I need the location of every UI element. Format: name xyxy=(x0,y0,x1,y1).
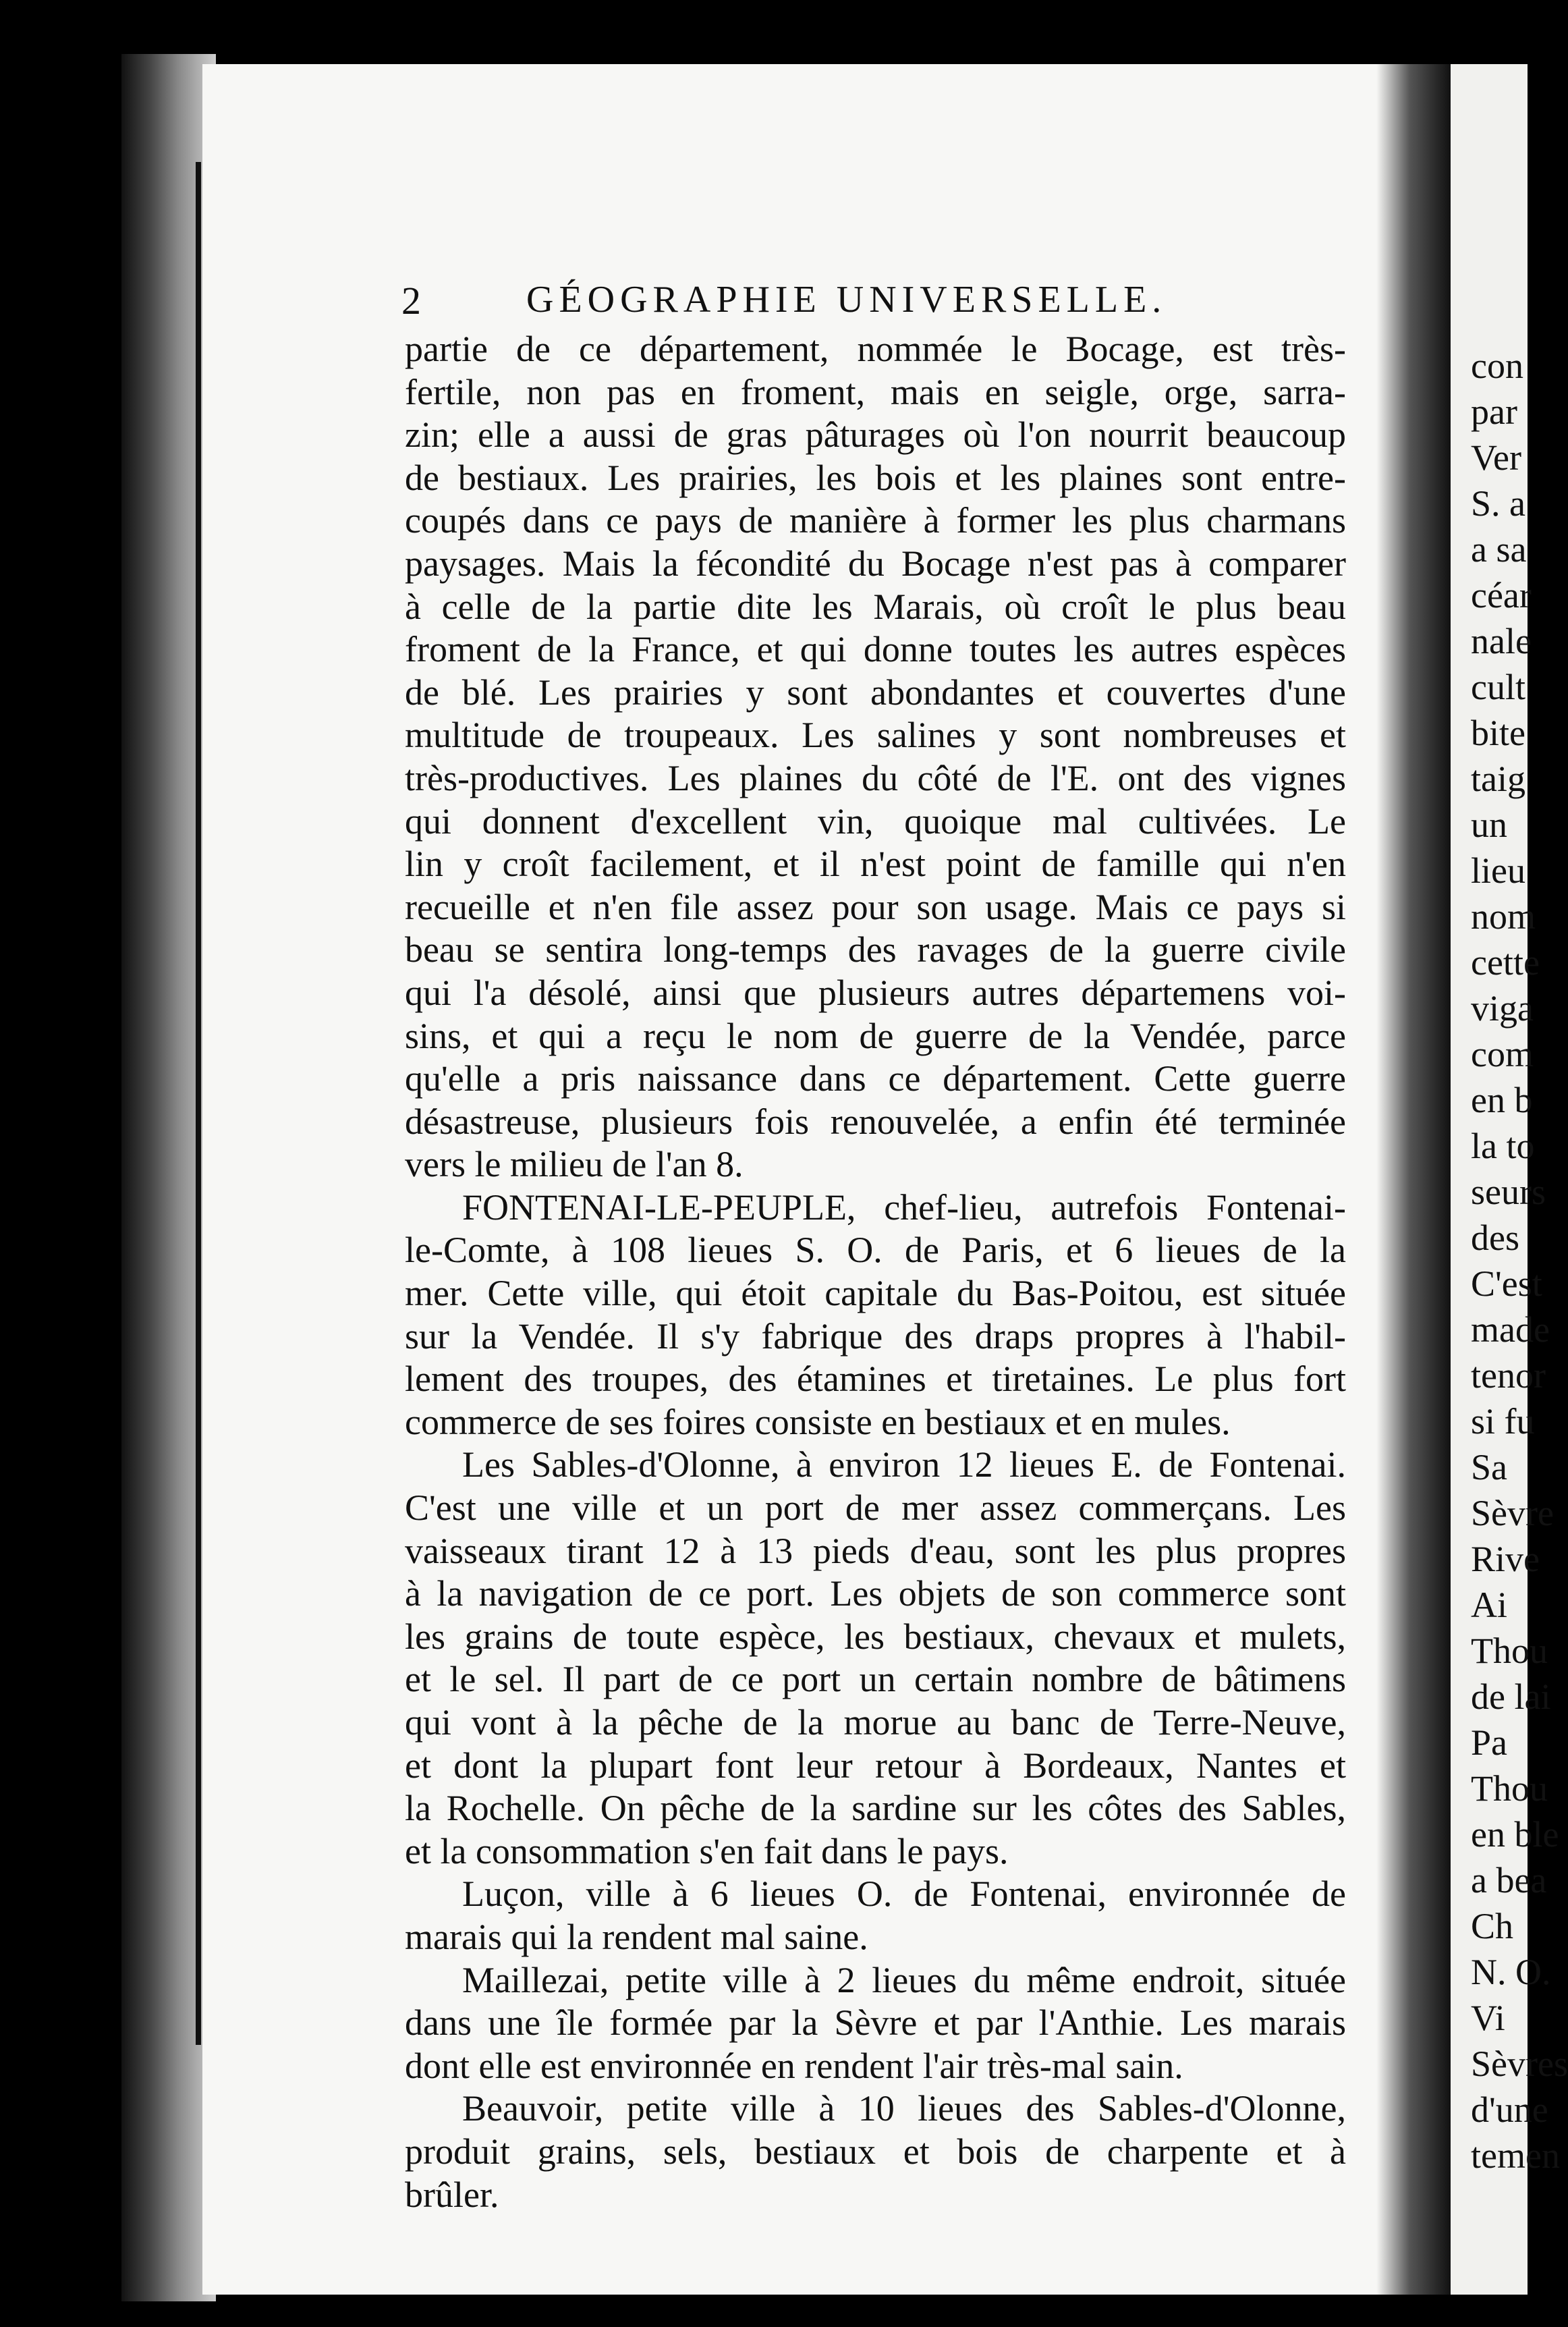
adjacent-page-fragment: Sèvres xyxy=(1471,2044,1568,2084)
text-line: produit grains, sels, bestiaux et bois de charpente et à xyxy=(405,2131,1346,2172)
text-line: multitude de troupeaux. Les salines y sont nombreuses et xyxy=(405,715,1346,756)
adjacent-page-fragment: Rive xyxy=(1471,1539,1540,1579)
text-line: partie de ce département, nommée le Bocage, est très- xyxy=(405,329,1346,369)
text-line: à celle de la partie dite les Marais, où croît le plus beau xyxy=(405,586,1346,627)
adjacent-page-fragment: la to xyxy=(1471,1126,1535,1166)
adjacent-page-fragment: Vi xyxy=(1471,1998,1505,2038)
binding-shadow xyxy=(121,54,216,2301)
text-line: C'est une ville et un port de mer assez commerçans. Les xyxy=(405,1487,1346,1529)
page-fold-shadow xyxy=(1376,64,1451,2295)
adjacent-page-fragment: bite xyxy=(1471,713,1525,753)
adjacent-page-fragment: céar xyxy=(1471,575,1532,615)
text-line: zin; elle a aussi de gras pâturages où l'on nourrit beaucoup xyxy=(405,414,1346,456)
binding-edge xyxy=(196,162,201,2045)
text-line: sins, et qui a reçu le nom de guerre de la Vendée, parce xyxy=(405,1015,1346,1056)
text-line: qu'elle a pris naissance dans ce département. Cette guerre xyxy=(405,1058,1346,1099)
adjacent-page-fragment: taig xyxy=(1471,759,1525,799)
text-line: vers le milieu de l'an 8. xyxy=(405,1144,744,1185)
text-line: à la navigation de ce port. Les objets de son commerce sont xyxy=(405,1573,1346,1614)
text-line: Les Sables-d'Olonne, à environ 12 lieues E. de Fontenai. xyxy=(462,1444,1346,1485)
text-line: froment de la France, et qui donne toutes les autres espèces xyxy=(405,629,1346,670)
adjacent-page-fragment: Ver xyxy=(1471,437,1521,478)
adjacent-page-fragment: made xyxy=(1471,1309,1550,1350)
text-line: et le sel. Il part de ce port un certain nombre de bâtimens xyxy=(405,1659,1346,1700)
adjacent-page-fragment: d'une xyxy=(1471,2089,1548,2130)
text-line: lin y croît facilement, et il n'est point de famille qui n'en xyxy=(405,844,1346,885)
text-line: dans une île formée par la Sèvre et par l'Anthie. Les marais xyxy=(405,2002,1346,2044)
adjacent-page-fragment: Sa xyxy=(1471,1447,1507,1487)
text-line: qui donnent d'excellent vin, quoique mal cultivées. Le xyxy=(405,800,1346,842)
text-line: Beauvoir, petite ville à 10 lieues des Sables-d'Olonne, xyxy=(462,2088,1346,2129)
adjacent-page-fragment: viga xyxy=(1471,988,1534,1029)
text-line: vaisseaux tirant 12 à 13 pieds d'eau, sont les plus propres xyxy=(405,1530,1346,1571)
text-line: dont elle est environnée en rendent l'air très-mal sain. xyxy=(405,2045,1183,2086)
adjacent-page-fragment: com xyxy=(1471,1034,1534,1074)
adjacent-page-fragment: seurs xyxy=(1471,1172,1546,1212)
adjacent-page-fragment: Ch xyxy=(1471,1906,1514,1946)
adjacent-page-fragment: tenor xyxy=(1471,1355,1546,1396)
adjacent-page-fragment: si fu xyxy=(1471,1401,1535,1442)
adjacent-page-fragment: Sèvre xyxy=(1471,1493,1554,1533)
text-line: et dont la plupart font leur retour à Bordeaux, Nantes et xyxy=(405,1745,1346,1786)
text-line: commerce de ses foires consiste en bestiaux et en mules. xyxy=(405,1401,1231,1442)
text-line: mer. Cette ville, qui étoit capitale du Bas-Poitou, est située xyxy=(405,1273,1346,1314)
adjacent-page-fragment: C'est xyxy=(1471,1263,1542,1304)
adjacent-page-fragment: de lai xyxy=(1471,1676,1551,1717)
text-line: désastreuse, plusieurs fois renouvelée, a enfin été terminée xyxy=(405,1101,1346,1142)
text-line: marais qui la rendent mal saine. xyxy=(405,1916,868,1957)
text-line: qui vont à la pêche de la morue au banc de Terre-Neuve, xyxy=(405,1702,1346,1743)
adjacent-page-fragment: en b xyxy=(1471,1080,1533,1120)
adjacent-page-fragment: un xyxy=(1471,804,1507,845)
text-line: sur la Vendée. Il s'y fabrique des draps propres à l'habil- xyxy=(405,1315,1346,1357)
adjacent-page-fragment: cult xyxy=(1471,667,1525,707)
text-line: FONTENAI-LE-PEUPLE, chef-lieu, autrefois Fontenai- xyxy=(462,1186,1346,1228)
adjacent-page-fragment: nom xyxy=(1471,896,1536,937)
text-line: Maillezai, petite ville à 2 lieues du même endroit, située xyxy=(462,1959,1346,2000)
adjacent-page-fragment: Pa xyxy=(1471,1722,1507,1763)
text-line: coupés dans ce pays de manière à former les plus charmans xyxy=(405,500,1346,541)
text-line: la Rochelle. On pêche de la sardine sur les côtes des Sables, xyxy=(405,1788,1346,1829)
running-title: GÉOGRAPHIE UNIVERSELLE. xyxy=(526,279,1167,321)
text-line: et la consommation s'en fait dans le pays. xyxy=(405,1830,1009,1871)
text-line: de bestiaux. Les prairies, les bois et les plaines sont entre- xyxy=(405,457,1346,498)
adjacent-page-fragment: a sa xyxy=(1471,529,1527,570)
adjacent-page-fragment: en ble xyxy=(1471,1814,1559,1855)
adjacent-page-fragment: Thou xyxy=(1471,1631,1548,1671)
adjacent-page-fragment: nale xyxy=(1471,621,1532,661)
adjacent-page-fragment: con xyxy=(1471,346,1523,386)
body-text xyxy=(405,328,1346,2216)
adjacent-page-fragment: lieu xyxy=(1471,850,1525,891)
text-line: les grains de toute espèce, les bestiaux, chevaux et mulets, xyxy=(405,1616,1346,1657)
text-line: brûler. xyxy=(405,2174,499,2215)
adjacent-page-fragment: par xyxy=(1471,391,1517,432)
adjacent-page-fragment: S. a xyxy=(1471,483,1525,524)
text-line: de blé. Les prairies y sont abondantes et couvertes d'une xyxy=(405,672,1346,713)
adjacent-page-fragment: Thou xyxy=(1471,1768,1548,1809)
text-line: paysages. Mais la fécondité du Bocage n'est pas à comparer xyxy=(405,543,1346,584)
text-line: lement des troupes, des étamines et tiretaines. Le plus fort xyxy=(405,1359,1346,1400)
text-line: fertile, non pas en froment, mais en seigle, orge, sarra- xyxy=(405,371,1346,412)
page-number: 2 xyxy=(401,279,421,323)
adjacent-page-fragment: temen xyxy=(1471,2135,1560,2176)
adjacent-page-fragment: des xyxy=(1471,1217,1519,1258)
text-line: Luçon, ville à 6 lieues O. de Fontenai, environnée de xyxy=(462,1873,1346,1915)
text-line: très-productives. Les plaines du côté de l'E. ont des vignes xyxy=(405,757,1346,798)
text-line: recueille et n'en file assez pour son usage. Mais ce pays si xyxy=(405,886,1346,927)
adjacent-page-fragment: Ai xyxy=(1471,1585,1507,1625)
adjacent-page-fragment: a bea xyxy=(1471,1860,1547,1900)
text-line: qui l'a désolé, ainsi que plusieurs autres départemens voi- xyxy=(405,972,1346,1013)
text-line: le-Comte, à 108 lieues S. O. de Paris, et 6 lieues de la xyxy=(405,1230,1346,1271)
adjacent-page-fragment: N. O. xyxy=(1471,1952,1551,1992)
adjacent-page-fragment: cette xyxy=(1471,942,1540,983)
adjacent-page xyxy=(1451,64,1568,2295)
text-line: beau se sentira long-temps des ravages de la guerre civile xyxy=(405,929,1346,970)
